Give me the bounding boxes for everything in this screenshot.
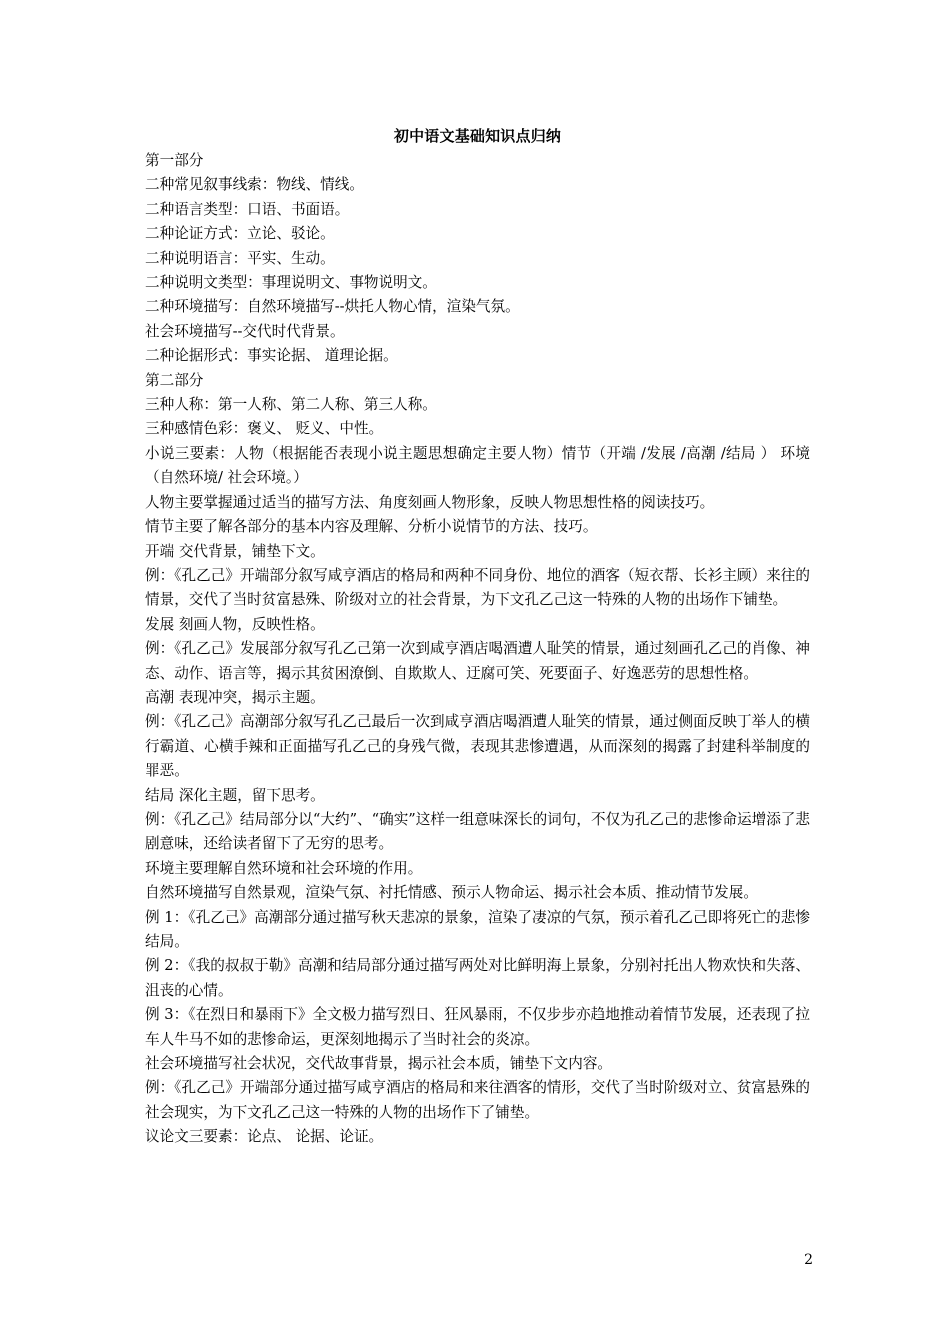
- section-heading-part-two: 第二部分: [145, 371, 204, 389]
- paragraph: 例：《孔乙己》开端部分通过描写咸亨酒店的格局和来往酒客的情形，交代了当时阶级对立、贫富悬殊的社会现实，为下文孔乙己这一特殊的人物的出场作下了铺垫。: [145, 1079, 810, 1121]
- text-line: 三种人称：第一人称、第二人称、第三人称。: [145, 396, 437, 414]
- paragraph: 例 3：《在烈日和暴雨下》全文极力描写烈日、狂风暴雨，不仅步步亦趋地推动着情节发展，还表现了拉车人牛马不如的悲惨命运，更深刻地揭示了当时社会的炎凉。: [145, 1006, 810, 1048]
- text-line: 二种说明文类型：事理说明文、事物说明文。: [145, 274, 437, 292]
- paragraph: 例：《孔乙己》开端部分叙写咸亨酒店的格局和两种不同身份、地位的酒客（短衣帮、长衫主顾）来往的情景，交代了当时贫富悬殊、阶级对立的社会背景，为下文孔乙己这一特殊的人物的出场作下铺垫。: [145, 566, 810, 609]
- page-number: 2: [804, 1252, 813, 1268]
- section-heading-part-one: 第一部分: [145, 152, 204, 169]
- paragraph: 例：《孔乙己》结局部分以“大约”、“确实”这样一组意味深长的词句，不仅为孔乙己的悲惨命运增添了悲剧意味，还给读者留下了无穷的思考。: [145, 810, 810, 853]
- text-line: 社会环境描写--交代时代背景。: [145, 322, 345, 340]
- text-line: 高潮 表现冲突，揭示主题。: [145, 688, 325, 706]
- text-line: 议论文三要素：论点、 论据、论证。: [145, 1128, 384, 1146]
- paragraph: 例 2：《我的叔叔于勒》高潮和结局部分通过描写两处对比鲜明海上景象，分别衬托出人物欢快和失落、沮丧的心情。: [145, 957, 810, 999]
- text-line: 二种论据形式：事实论据、 道理论据。: [145, 347, 398, 365]
- text-line: 人物主要掌握通过适当的描写方法、角度刻画人物形象，反映人物思想性格的阅读技巧。: [145, 493, 715, 511]
- text-line: 发展 刻画人物，反映性格。: [145, 615, 325, 633]
- document-body: [145, 124, 810, 1150]
- text-line: 二种常见叙事线索：物线、情线。: [145, 176, 364, 194]
- text-line: 环境主要理解自然环境和社会环境的作用。: [145, 859, 423, 877]
- paragraph: 例：《孔乙己》高潮部分叙写孔乙己最后一次到咸亨酒店喝酒遭人耻笑的情景，通过侧面反映丁举人的横行霸道、心横手辣和正面描写孔乙己的身残气微，表现其悲惨遭遇，从而深刻的揭露了封建科举制度的罪恶。: [145, 713, 810, 780]
- paragraph: 例 1：《孔乙己》高潮部分通过描写秋天悲凉的景象，渲染了凄凉的气氛，预示着孔乙己即将死亡的悲惨结局。: [145, 908, 810, 950]
- paragraph: 例：《孔乙己》发展部分叙写孔乙己第一次到咸亨酒店喝酒遭人耻笑的情景，通过刻画孔乙己的肖像、神态、动作、语言等，揭示其贫困潦倒、自欺欺人、迂腐可笑、死要面子、好逸恶劳的思想性格。: [145, 640, 810, 682]
- text-line: 社会环境描写社会状况，交代故事背景，揭示社会本质，铺垫下文内容。: [145, 1055, 613, 1073]
- text-line: 二种说明语言：平实、生动。: [145, 249, 335, 267]
- text-line: 结局 深化主题，留下思考。: [145, 786, 325, 804]
- text-line: 二种论证方式：立论、驳论。: [145, 225, 335, 243]
- text-line: 二种环境描写：自然环境描写--烘托人物心情，渲染气氛。: [145, 298, 520, 316]
- text-line: 开端 交代背景，铺垫下文。: [145, 542, 325, 560]
- paragraph: 自然环境描写自然景观，渲染气氛、衬托情感、预示人物命运、揭示社会本质、推动情节发展。: [145, 884, 758, 902]
- text-line: 二种语言类型：口语、书面语。: [145, 200, 350, 218]
- document-title: 初中语文基础知识点归纳: [393, 127, 562, 145]
- text-line: 三种感情色彩：褒义、 贬义、中性。: [145, 420, 384, 438]
- paragraph: 小说三要素：人物（根据能否表现小说主题思想确定主要人物）情节（开端 /发展 /高潮 /结局 ） 环境（自然环境/ 社会环境。）: [145, 444, 810, 487]
- text-line: 情节主要了解各部分的基本内容及理解、分析小说情节的方法、技巧。: [145, 518, 598, 536]
